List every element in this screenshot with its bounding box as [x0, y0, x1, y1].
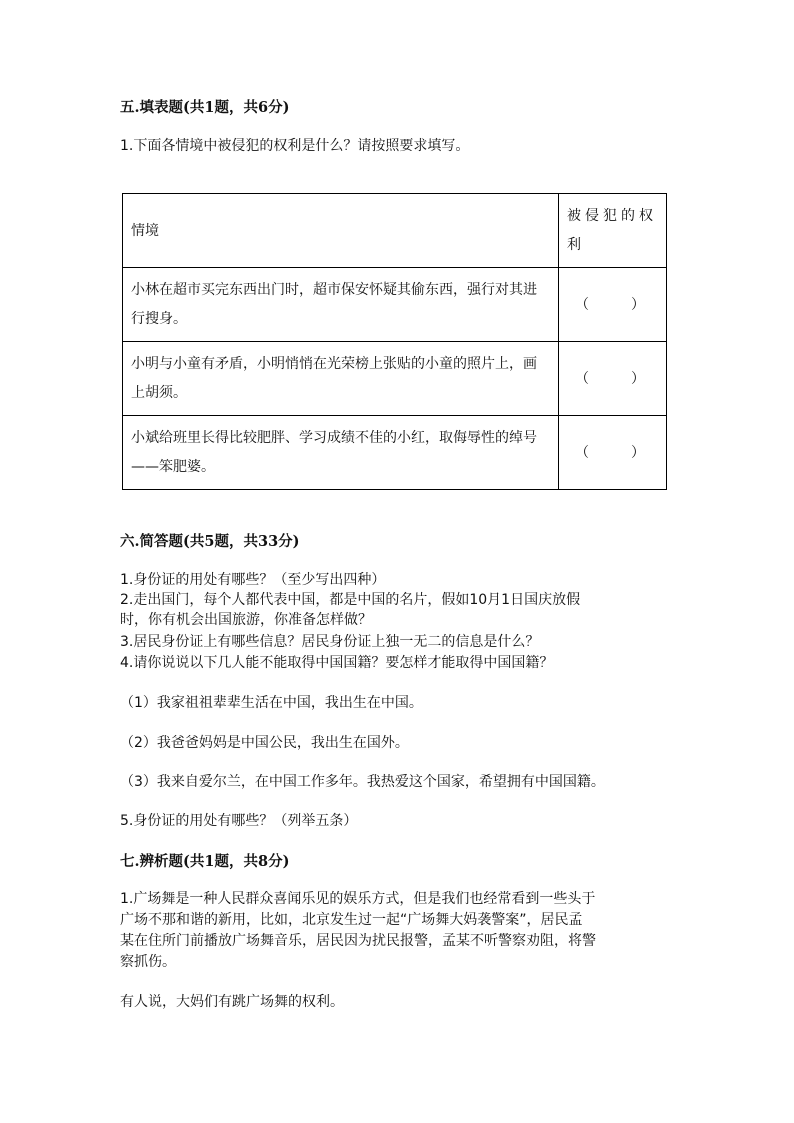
table-cell-answer[interactable]: （ ） [559, 342, 667, 416]
paragraph-line3: 某在住所门前播放广场舞音乐，居民因为扰民报警，孟某不听警察劝阻，将警 [120, 933, 596, 949]
table-cell-situation: 小明与小童有矛盾，小明悄悄在光荣榜上张贴的小童的照片上，画上胡须。 [123, 342, 559, 416]
table-cell-situation: 小斌给班里长得比较肥胖、学习成绩不佳的小红，取侮辱性的绰号——笨肥婆。 [123, 416, 559, 490]
table-row [123, 416, 667, 490]
question-4-sub2: （2）我爸爸妈妈是中国公民，我出生在国外。 [120, 735, 409, 751]
paragraph-line4: 察抓伤。 [120, 954, 176, 970]
table-header-situation: 情境 [123, 194, 559, 268]
question-3: 3.居民身份证上有哪些信息？居民身份证上独一无二的信息是什么？ [120, 634, 540, 650]
rights-table [122, 193, 667, 490]
section7-heading: 七.辨析题(共1题，共8分) [120, 853, 290, 870]
section5-question: 1.下面各情境中被侵犯的权利是什么？请按照要求填写。 [120, 138, 470, 154]
table-cell-answer[interactable]: （ ） [559, 268, 667, 342]
statement: 有人说，大妈们有跳广场舞的权利。 [120, 994, 344, 1010]
table-header-row [123, 194, 667, 268]
question-2-line1: 2.走出国门，每个人都代表中国，都是中国的名片，假如10月1日国庆放假 [120, 592, 581, 608]
question-4-sub3: （3）我来自爱尔兰，在中国工作多年。我热爱这个国家，希望拥有中国国籍。 [120, 774, 605, 790]
table-header-right: 被侵犯的权利 [559, 194, 667, 268]
question-5: 5.身份证的用处有哪些？（列举五条） [120, 813, 358, 829]
question-4: 4.请你说说以下几人能不能取得中国国籍？要怎样才能取得中国国籍？ [120, 655, 554, 671]
table-row [123, 268, 667, 342]
question-2-line2: 时，你有机会出国旅游，你准备怎样做？ [120, 612, 372, 628]
paragraph-line2: 广场不那和谐的新用，比如，北京发生过一起“广场舞大妈袭警案”，居民孟 [120, 912, 583, 928]
section6-heading: 六.简答题(共5题，共33分) [120, 533, 300, 550]
question-1: 1.身份证的用处有哪些？（至少写出四种） [120, 572, 386, 588]
question-4-sub1: （1）我家祖祖辈辈生活在中国，我出生在中国。 [120, 695, 423, 711]
table-cell-answer[interactable]: （ ） [559, 416, 667, 490]
paragraph-line1: 1.广场舞是一种人民群众喜闻乐见的娱乐方式，但是我们也经常看到一些头于 [120, 891, 596, 907]
table-cell-situation: 小林在超市买完东西出门时，超市保安怀疑其偷东西，强行对其进行搜身。 [123, 268, 559, 342]
section5-heading: 五.填表题(共1题，共6分) [120, 99, 290, 116]
table-row [123, 342, 667, 416]
